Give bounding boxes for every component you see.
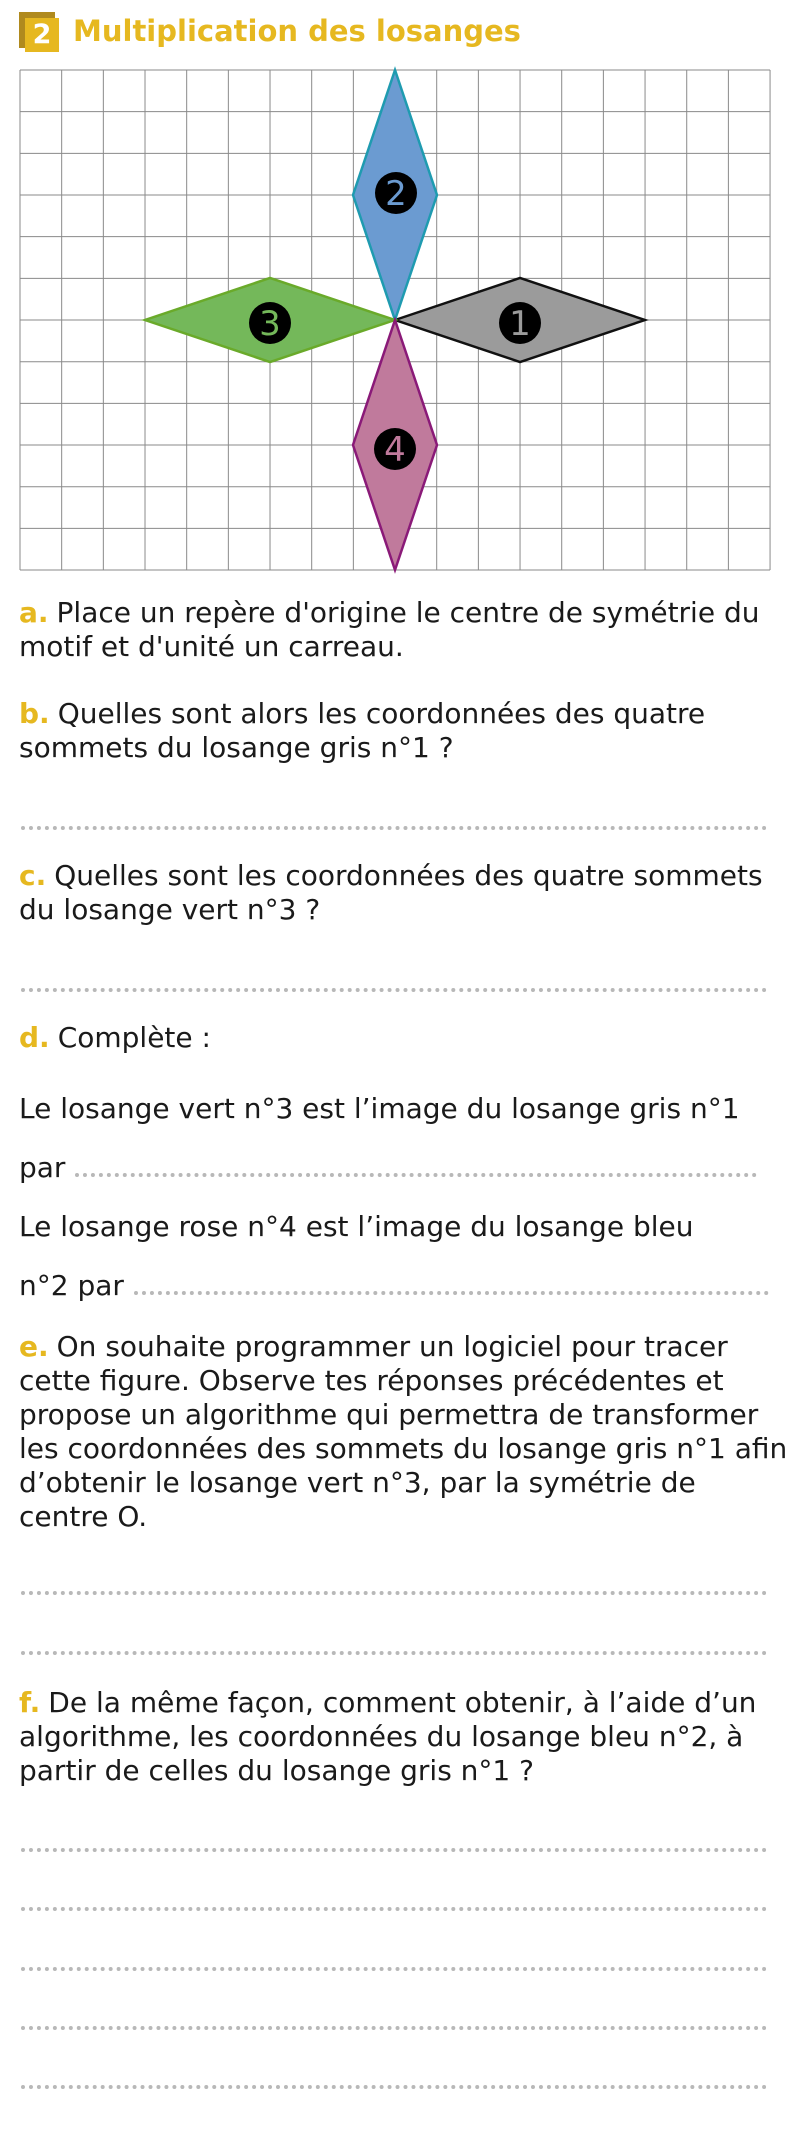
question-a-text: Place un repère d'origine le centre de symétrie du motif et d'unité un carreau. bbox=[19, 596, 760, 663]
answer-line-b[interactable] bbox=[21, 826, 767, 830]
question-d bbox=[19, 1021, 789, 1055]
question-a-label: a. bbox=[19, 596, 49, 629]
question-d-line4 bbox=[19, 1269, 769, 1303]
question-a bbox=[19, 596, 789, 664]
answer-line-c[interactable] bbox=[21, 988, 767, 992]
badge-1 bbox=[499, 302, 541, 344]
badge-2 bbox=[375, 172, 417, 214]
question-c-text: Quelles sont les coordonnées des quatre sommets du losange vert n°3 ? bbox=[19, 859, 763, 926]
answer-line-f5[interactable] bbox=[21, 2085, 767, 2089]
badge-4 bbox=[374, 428, 416, 470]
exercise-title: Multiplication des losanges bbox=[73, 14, 521, 48]
question-b-text: Quelles sont alors les coordonnées des quatre sommets du losange gris n°1 ? bbox=[19, 697, 706, 764]
question-f bbox=[19, 1686, 789, 1788]
answer-line-e1[interactable] bbox=[21, 1591, 767, 1595]
question-b bbox=[19, 697, 789, 765]
question-c bbox=[19, 859, 789, 927]
question-d-line3: Le losange rose n°4 est l’image du losange bleu bbox=[19, 1210, 694, 1243]
question-f-text: De la même façon, comment obtenir, à l’aide d’un algorithme, les coordonnées du losange bleu n°2, à partir de celles du losange gris n°1 ? bbox=[19, 1686, 757, 1787]
answer-line-f1[interactable] bbox=[21, 1848, 767, 1852]
question-b-label: b. bbox=[19, 697, 50, 730]
question-d-line1: Le losange vert n°3 est l’image du losange gris n°1 bbox=[19, 1092, 740, 1125]
svg-text:4: 4 bbox=[384, 430, 406, 470]
svg-text:1: 1 bbox=[509, 304, 531, 344]
answer-line-f4[interactable] bbox=[21, 2026, 767, 2030]
answer-line-f3[interactable] bbox=[21, 1967, 767, 1971]
answer-line-e2[interactable] bbox=[21, 1651, 767, 1655]
question-d-label: d. bbox=[19, 1021, 50, 1054]
svg-text:3: 3 bbox=[259, 304, 281, 344]
question-d-text: Complète : bbox=[57, 1021, 211, 1054]
exercise-number: 2 bbox=[25, 18, 59, 52]
rhombus-figure bbox=[0, 0, 803, 580]
badge-3 bbox=[249, 302, 291, 344]
question-e-label: e. bbox=[19, 1330, 49, 1363]
answer-line-f2[interactable] bbox=[21, 1907, 767, 1911]
question-d-line2-text: par bbox=[19, 1151, 66, 1184]
question-d-line2 bbox=[19, 1151, 757, 1185]
question-d-line4-text: n°2 par bbox=[19, 1269, 124, 1302]
answer-line-d2[interactable] bbox=[134, 1291, 769, 1295]
svg-text:2: 2 bbox=[385, 174, 407, 214]
question-e-text: On souhaite programmer un logiciel pour tracer cette figure. Observe tes réponses précédentes et propose un algorithme qui permettra de transformer les coordonnées des sommets du losange gris n°1 afin d’obtenir le losange vert n°3, par la symétrie de centre O. bbox=[19, 1330, 788, 1533]
question-f-label: f. bbox=[19, 1686, 41, 1719]
question-e bbox=[19, 1330, 789, 1534]
question-c-label: c. bbox=[19, 859, 47, 892]
answer-line-d1[interactable] bbox=[75, 1173, 757, 1177]
